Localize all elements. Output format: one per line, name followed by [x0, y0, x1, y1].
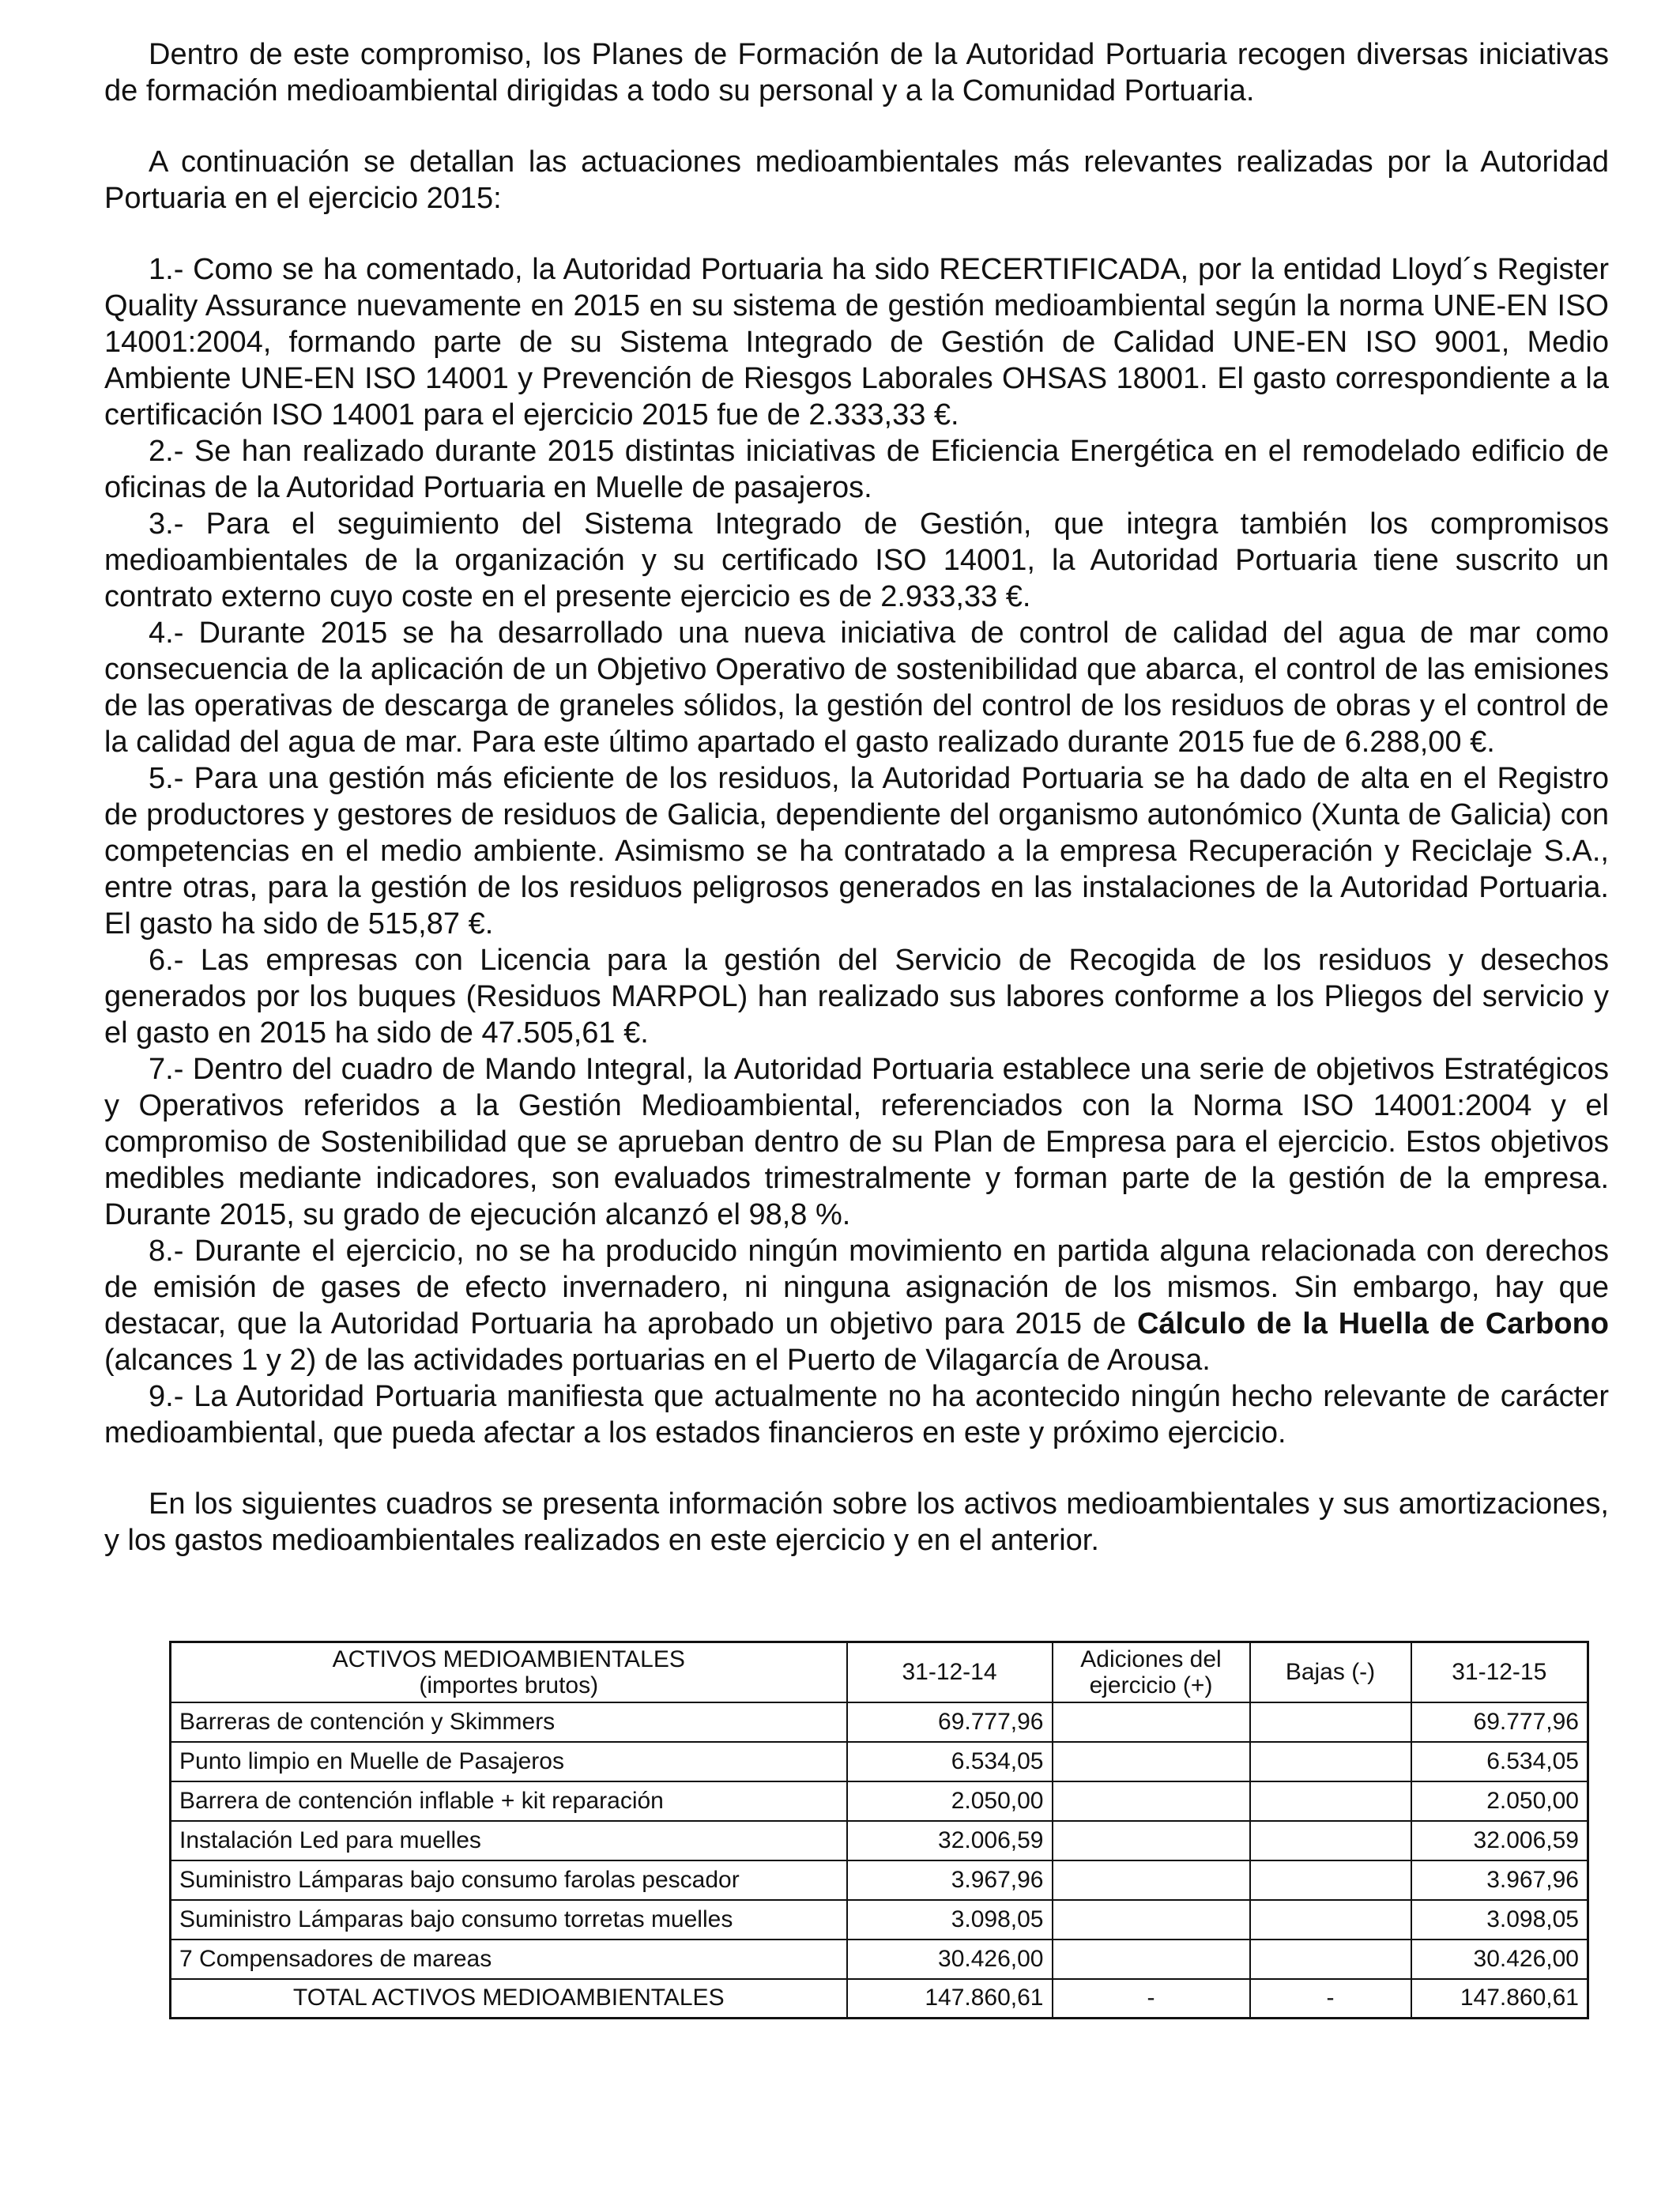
paragraph-closing: En los siguientes cuadros se presenta información sobre los activos medioambientales y sus amortizaciones, y los gastos medioambientales realizados en este ejercicio y en el anterior. [104, 1487, 1609, 1557]
cell-concept: 7 Compensadores de mareas [171, 1940, 847, 1979]
list-item-7: 7.- Dentro del cuadro de Mando Integral, la Autoridad Portuaria establece una serie de objetivos Estratégicos y Operativos referidos a la Gestión Medioambiental, referenciados con la Norma ISO 14001:2004 y el compromiso de Sostenibilidad que se aprueban dentro de su Plan de Empresa para el ejercicio. Estos objetivos medibles mediante indicadores, son evaluados trimestralmente y forman parte de la gestión de la empresa. Durante 2015, su grado de ejecución alcanzó el 98,8 %. [104, 1053, 1609, 1231]
total-additions: - [1053, 1979, 1250, 2019]
cell-2014: 32.006,59 [847, 1821, 1053, 1860]
cell-2015: 3.967,96 [1411, 1860, 1588, 1900]
table-total-row [171, 1979, 1588, 2019]
header-additions [1053, 1642, 1250, 1702]
list-item-2: 2.- Se han realizado durante 2015 distintas iniciativas de Eficiencia Energética en el remodelado edificio de oficinas de la Autoridad Portuaria en Muelle de pasajeros. [104, 435, 1609, 504]
cell-removals [1250, 1860, 1411, 1900]
list-item-9: 9.- La Autoridad Portuaria manifiesta que actualmente no ha acontecido ningún hecho relevante de carácter medioambiental, que pueda afectar a los estados financieros en este y próximo ejercicio. [104, 1380, 1609, 1449]
list-item-3: 3.- Para el seguimiento del Sistema Integrado de Gestión, que integra también los compromisos medioambientales de la organización y su certificado ISO 14001, la Autoridad Portuaria tiene suscrito un contrato externo cuyo coste en el presente ejercicio es de 2.933,33 €. [104, 507, 1609, 613]
list-item-5: 5.- Para una gestión más eficiente de los residuos, la Autoridad Portuaria se ha dado de alta en el Registro de productores y gestores de residuos de Galicia, dependiente del organismo autonómico (Xunta de Galicia) con competencias en el medio ambiente. Asimismo se ha contratado a la empresa Recuperación y Reciclaje S.A., entre otras, para la gestión de los residuos peligrosos generados en las instalaciones de la Autoridad Portuaria. El gasto ha sido de 515,87 €. [104, 762, 1609, 941]
cell-2014: 3.967,96 [847, 1860, 1053, 1900]
header-2015: 31-12-15 [1411, 1642, 1588, 1702]
total-2014: 147.860,61 [847, 1979, 1053, 2019]
header-concept-line1: ACTIVOS MEDIOAMBIENTALES [332, 1646, 685, 1672]
cell-concept: Barreras de contención y Skimmers [171, 1702, 847, 1742]
cell-concept: Instalación Led para muelles [171, 1821, 847, 1860]
table-row [171, 1781, 1588, 1821]
paragraph-intro-actions: A continuación se detallan las actuaciones medioambientales más relevantes realizadas por la Autoridad Portuaria en el ejercicio 2015: [104, 145, 1609, 215]
cell-2015: 6.534,05 [1411, 1742, 1588, 1781]
table-header-row [171, 1642, 1588, 1702]
cell-2015: 30.426,00 [1411, 1940, 1588, 1979]
cell-additions [1053, 1821, 1250, 1860]
list-item-8 [104, 1233, 1609, 1378]
cell-2015: 69.777,96 [1411, 1702, 1588, 1742]
cell-concept: Suministro Lámparas bajo consumo farolas pescador [171, 1860, 847, 1900]
paragraph-intro-training: Dentro de este compromiso, los Planes de Formación de la Autoridad Portuaria recogen diversas iniciativas de formación medioambiental dirigidas a todo su personal y a la Comunidad Portuaria. [104, 38, 1609, 107]
cell-removals [1250, 1702, 1411, 1742]
cell-additions [1053, 1940, 1250, 1979]
header-removals: Bajas (-) [1250, 1642, 1411, 1702]
list-item-8-bold-phrase: Cálculo de la Huella de Carbono [1136, 1307, 1609, 1340]
cell-2015: 3.098,05 [1411, 1900, 1588, 1940]
cell-additions [1053, 1742, 1250, 1781]
list-item-1: 1.- Como se ha comentado, la Autoridad Portuaria ha sido RECERTIFICADA, por la entidad Lloyd´s Register Quality Assurance nuevamente en 2015 en su sistema de gestión medioambiental según la norma UNE-EN ISO 14001:2004, formando parte de su Sistema Integrado de Gestión de Calidad UNE-EN ISO 9001, Medio Ambiente UNE-EN ISO 14001 y Prevención de Riesgos Laborales OHSAS 18001. El gasto correspondiente a la certificación ISO 14001 para el ejercicio 2015 fue de 2.333,33 €. [104, 253, 1609, 432]
cell-2015: 2.050,00 [1411, 1781, 1588, 1821]
list-item-6: 6.- Las empresas con Licencia para la gestión del Servicio de Recogida de los residuos y desechos generados por los buques (Residuos MARPOL) han realizado sus labores conforme a los Pliegos del servicio y el gasto en 2015 ha sido de 47.505,61 €. [104, 944, 1609, 1050]
list-item-8-text-start: 8.- Durante el ejercicio, no se ha producido ningún movimiento en partida alguna relacionada con derechos de emisión de gases de efecto invernadero, ni ninguna asignación de los mismos. Sin embargo, hay que destacar, que la Autoridad Portuaria ha aprobado un objetivo para 2015 de [104, 1235, 1609, 1340]
total-removals: - [1250, 1979, 1411, 2019]
table-row [171, 1940, 1588, 1979]
cell-2014: 69.777,96 [847, 1702, 1053, 1742]
header-concept [171, 1642, 847, 1702]
table-row [171, 1821, 1588, 1860]
cell-concept: Punto limpio en Muelle de Pasajeros [171, 1742, 847, 1781]
cell-additions [1053, 1781, 1250, 1821]
total-concept: TOTAL ACTIVOS MEDIOAMBIENTALES [171, 1979, 847, 2019]
cell-concept: Barrera de contención inflable + kit reparación [171, 1781, 847, 1821]
cell-removals [1250, 1742, 1411, 1781]
cell-concept: Suministro Lámparas bajo consumo torretas muelles [171, 1900, 847, 1940]
header-concept-line2: (importes brutos) [419, 1672, 599, 1698]
cell-additions [1053, 1900, 1250, 1940]
header-additions-line1: Adiciones del [1080, 1646, 1222, 1672]
cell-2014: 3.098,05 [847, 1900, 1053, 1940]
cell-2015: 32.006,59 [1411, 1821, 1588, 1860]
cell-removals [1250, 1940, 1411, 1979]
table-row [171, 1900, 1588, 1940]
table-row [171, 1742, 1588, 1781]
header-additions-line2: ejercicio (+) [1089, 1672, 1213, 1698]
header-2014: 31-12-14 [847, 1642, 1053, 1702]
cell-removals [1250, 1900, 1411, 1940]
table-row [171, 1702, 1588, 1742]
list-item-4: 4.- Durante 2015 se ha desarrollado una nueva iniciativa de control de calidad del agua de mar como consecuencia de la aplicación de un Objetivo Operativo de sostenibilidad que abarca, el control de las emisiones de las operativas de descarga de graneles sólidos, la gestión del control de los residuos de obras y el control de la calidad del agua de mar. Para este último apartado el gasto realizado durante 2015 fue de 6.288,00 €. [104, 616, 1609, 759]
environmental-assets-table [169, 1641, 1589, 2019]
total-2015: 147.860,61 [1411, 1979, 1588, 2019]
cell-removals [1250, 1781, 1411, 1821]
cell-additions [1053, 1860, 1250, 1900]
cell-additions [1053, 1702, 1250, 1742]
cell-2014: 2.050,00 [847, 1781, 1053, 1821]
cell-2014: 30.426,00 [847, 1940, 1053, 1979]
table-row [171, 1860, 1588, 1900]
cell-removals [1250, 1821, 1411, 1860]
cell-2014: 6.534,05 [847, 1742, 1053, 1781]
document-page [104, 36, 1609, 2011]
list-item-8-text-end: (alcances 1 y 2) de las actividades portuarias en el Puerto de Vilagarcía de Arousa. [104, 1344, 1211, 1377]
